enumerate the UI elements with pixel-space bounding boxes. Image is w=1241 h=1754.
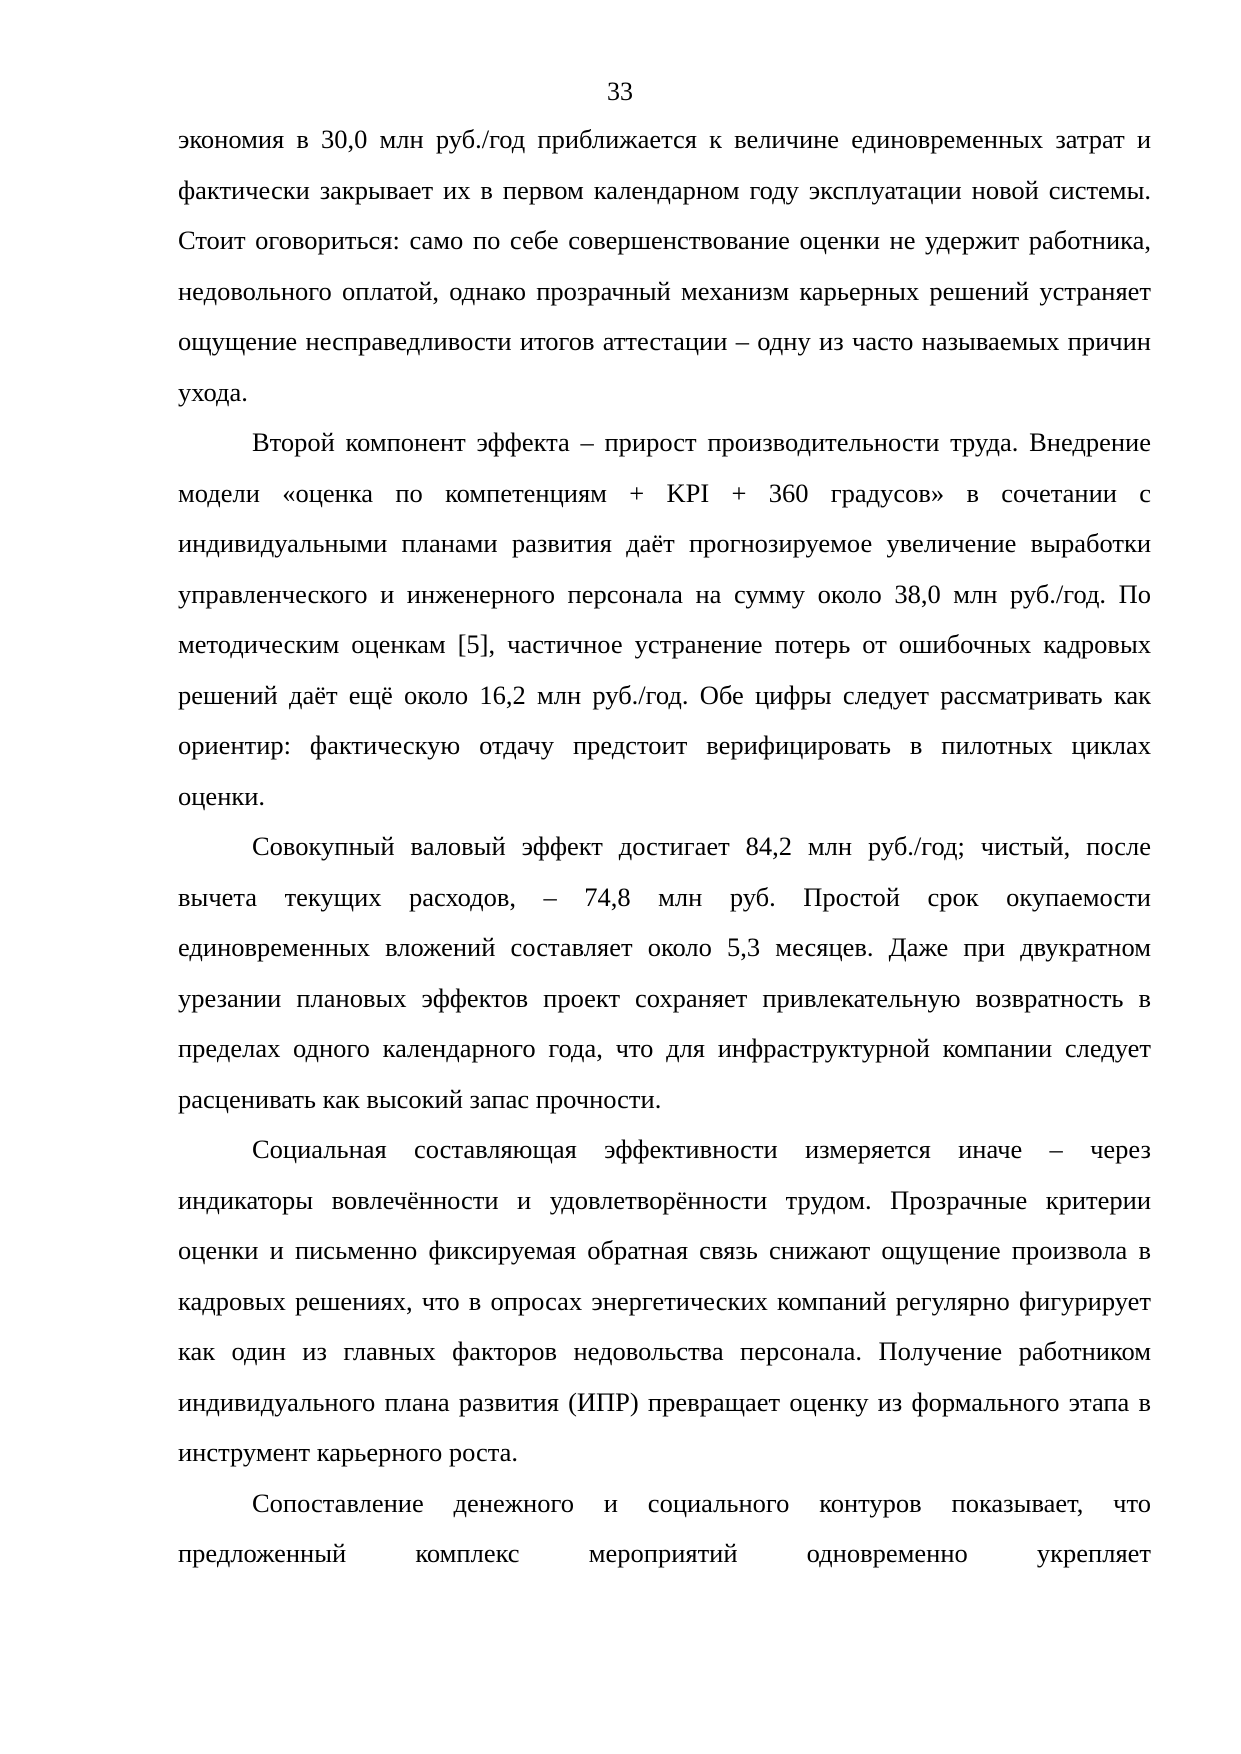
paragraph-4: Социальная составляющая эффективности измеряется иначе – через индикаторы вовлечённости и удовлетворённости трудом. Прозрачные критерии оценки и письменно фиксируемая обратная связь снижают ощущение произвола в кадровых решениях, что в опросах энергетических компаний регулярно фигурирует как один из главных факторов недовольства персонала. Получение работником индивидуального плана развития (ИПР) превращает оценку из формального этапа в инструмент карьерного роста. [178,1134,1151,1467]
paragraph-5: Сопоставление денежного и социального контуров показывает, что предложенный комплекс мероприятий одновременно укрепляет [178,1487,1151,1568]
page-number: 33 [607,77,633,106]
paragraph-1: экономия в 30,0 млн руб./год приближается к величине единовременных затрат и фактически закрывает их в первом календарном году эксплуатации новой системы. Стоит оговориться: само по себе совершенствование оценки не удержит работника, недовольного оплатой, однако прозрачный механизм карьерных решений устраняет ощущение несправедливости итогов аттестации – одну из часто называемых причин ухода. [178,124,1151,407]
body-text [178,114,1151,1579]
paragraph-3: Совокупный валовый эффект достигает 84,2 млн руб./год; чистый, после вычета текущих расходов, – 74,8 млн руб. Простой срок окупаемости единовременных вложений составляет около 5,3 месяцев. Даже при двукратном урезании плановых эффектов проект сохраняет привлекательную возвратность в пределах одного календарного года, что для инфраструктурной компании следует расценивать как высокий запас прочности. [178,831,1151,1114]
paragraph-2: Второй компонент эффекта – прирост производительности труда. Внедрение модели «оценка по компетенциям + KPI + 360 градусов» в сочетании с индивидуальными планами развития даёт прогнозируемое увеличение выработки управленческого и инженерного персонала на сумму около 38,0 млн руб./год. По методическим оценкам [5], частичное устранение потерь от ошибочных кадровых решений даёт ещё около 16,2 млн руб./год. Обе цифры следует рассматривать как ориентир: фактическую отдачу предстоит верифицировать в пилотных циклах оценки. [178,427,1151,811]
